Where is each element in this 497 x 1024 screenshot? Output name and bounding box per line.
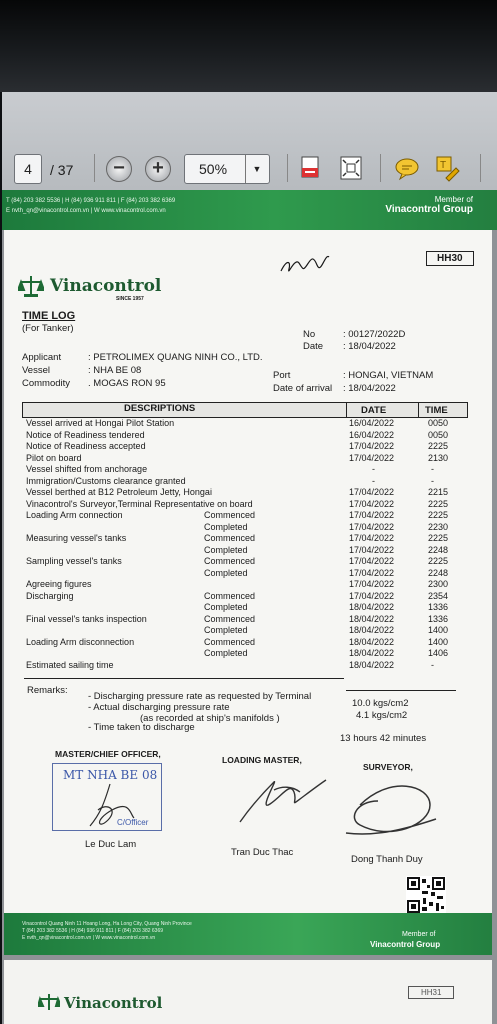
remark-time-taken: - Time taken to discharge <box>88 722 195 733</box>
row-date: 17/04/2022 <box>349 545 395 555</box>
handwritten-initials <box>278 253 334 282</box>
master-title: MASTER/CHIEF OFFICER, <box>55 749 161 759</box>
row-description: Loading Arm disconnection <box>26 637 135 647</box>
row-status: Completed <box>204 522 248 532</box>
comment-icon[interactable] <box>394 154 420 182</box>
stamp-subtext: C/Officer <box>117 818 149 827</box>
zoom-in-button[interactable]: + <box>145 156 171 182</box>
row-time: 2230 <box>428 522 449 532</box>
row-status: Commenced <box>204 614 256 624</box>
toolbar-separator <box>380 154 381 182</box>
applicant-value: : PETROLIMEX QUANG NINH CO., LTD. <box>88 352 263 363</box>
row-description: Final vessel's tanks inspection <box>26 614 147 624</box>
vessel-label: Vessel <box>22 365 50 376</box>
row-description: Notice of Readiness tendered <box>26 430 145 440</box>
monitor-bezel <box>0 0 497 92</box>
row-date: 17/04/2022 <box>349 556 395 566</box>
column-header-descriptions: DESCRIPTIONS <box>124 403 196 414</box>
row-description: Pilot on board <box>26 453 82 463</box>
date-value: : 18/04/2022 <box>343 341 396 352</box>
row-description: Discharging <box>26 591 74 601</box>
row-time: 0050 <box>428 418 449 428</box>
port-value: : HONGAI, VIETNAM <box>343 370 434 381</box>
arrival-value: : 18/04/2022 <box>343 383 396 394</box>
footer-email: E nvth_qn@vinacontrol.com.vn | W www.vinacontrol.com.vn <box>22 935 156 941</box>
footer-member-line1: Member of <box>402 931 436 938</box>
form-code: HH30 <box>426 251 474 266</box>
next-page-logo: Vinacontrol <box>64 994 163 1012</box>
row-status: Completed <box>204 648 248 658</box>
master-signature <box>80 780 140 836</box>
row-time: - <box>431 660 434 670</box>
logo-mark-icon <box>18 274 44 298</box>
qr-code-icon <box>406 876 446 914</box>
loading-master-signature <box>230 770 340 830</box>
row-date: - <box>372 476 375 486</box>
row-date: 18/04/2022 <box>349 602 395 612</box>
row-status: Commenced <box>204 533 256 543</box>
row-time: 2225 <box>428 499 449 509</box>
footer-strip <box>4 913 492 955</box>
row-time: 2300 <box>428 579 449 589</box>
table-header <box>22 402 468 418</box>
row-status: Commenced <box>204 591 256 601</box>
port-label: Port <box>273 370 291 381</box>
row-date: 16/04/2022 <box>349 430 395 440</box>
surveyor-signature <box>340 775 450 845</box>
zoom-dropdown-icon[interactable]: ▼ <box>245 155 268 183</box>
row-status: Commenced <box>204 637 256 647</box>
page-number-input[interactable]: 4 <box>14 154 42 184</box>
document-subtitle: (For Tanker) <box>22 323 74 334</box>
loading-master-name: Tran Duc Thac <box>231 847 294 858</box>
row-time: 1400 <box>428 637 449 647</box>
column-header-time: TIME <box>425 405 448 416</box>
row-time: - <box>431 476 434 486</box>
row-date: 17/04/2022 <box>349 591 395 601</box>
next-page-form-code: HH31 <box>408 986 454 999</box>
row-time: 2248 <box>428 568 449 578</box>
contact-line: E nvth_qn@vinacontrol.com.vn | W www.vinacontrol.com.vn <box>6 208 166 214</box>
toolbar-separator <box>94 154 95 182</box>
fit-page-icon[interactable] <box>338 154 364 182</box>
table-rule <box>346 690 456 691</box>
row-date: 16/04/2022 <box>349 418 395 428</box>
surveyor-title: SURVEYOR, <box>363 762 413 772</box>
surveyor-name: Dong Thanh Duy <box>351 854 423 865</box>
vessel-value: : NHA BE 08 <box>88 365 142 376</box>
zoom-out-button[interactable]: − <box>106 156 132 182</box>
next-document-page <box>4 960 492 1024</box>
row-date: 17/04/2022 <box>349 487 395 497</box>
row-status: Completed <box>204 568 248 578</box>
row-description: Measuring vessel's tanks <box>26 533 127 543</box>
row-date: 17/04/2022 <box>349 522 395 532</box>
row-status: Commenced <box>204 556 256 566</box>
row-description: Vinacontrol's Surveyor,Terminal Representative on board <box>26 499 253 509</box>
row-date: 17/04/2022 <box>349 510 395 520</box>
row-date: - <box>372 464 375 474</box>
row-date: 17/04/2022 <box>349 579 395 589</box>
row-date: 18/04/2022 <box>349 648 395 658</box>
table-divider <box>346 402 347 418</box>
row-description: Vessel berthed at B12 Petroleum Jetty, Hongai <box>26 487 212 497</box>
commodity-label: Commodity <box>22 378 71 389</box>
next-logo-mark-icon <box>38 992 60 1012</box>
row-time: 0050 <box>428 430 449 440</box>
column-header-date: DATE <box>361 405 387 416</box>
row-description: Vessel shifted from anchorage <box>26 464 148 474</box>
row-time: 1406 <box>428 648 449 658</box>
row-time: 2354 <box>428 591 449 601</box>
row-date: 18/04/2022 <box>349 614 395 624</box>
master-name: Le Duc Lam <box>85 839 137 850</box>
loading-master-title: LOADING MASTER, <box>222 755 302 765</box>
zoom-level-field[interactable] <box>184 154 270 184</box>
row-time: 2130 <box>428 453 449 463</box>
row-time: 2248 <box>428 545 449 555</box>
row-date: 18/04/2022 <box>349 660 395 670</box>
remark-discharge-rate: - Discharging pressure rate as requested by Terminal <box>88 691 312 702</box>
applicant-label: Applicant <box>22 352 62 363</box>
highlight-pen-icon[interactable] <box>434 154 460 182</box>
row-time: 2225 <box>428 556 449 566</box>
row-status: Completed <box>204 625 248 635</box>
row-time: 2225 <box>428 533 449 543</box>
row-time: 2215 <box>428 487 449 497</box>
footer-member-line2: Vinacontrol Group <box>370 940 441 949</box>
remark-manifold-note: (as recorded at ship's manifolds ) <box>140 713 280 724</box>
footer-address: Vinacontrol Quang Ninh 11 Hoang Long, Ha Long City, Quang Ninh Province <box>22 921 192 927</box>
no-value: : 00127/2022D <box>343 329 406 340</box>
remark-time-taken-value: 13 hours 42 minutes <box>340 733 427 744</box>
row-date: 18/04/2022 <box>349 637 395 647</box>
table-rule <box>24 678 344 679</box>
row-date: 17/04/2022 <box>349 568 395 578</box>
row-description: Sampling vessel's tanks <box>26 556 122 566</box>
row-time: 2225 <box>428 510 449 520</box>
footer-phone: T (84) 203 382 5536 | H (84) 936 911 811 | F (84) 203 382 6369 <box>22 928 164 934</box>
fit-width-icon[interactable] <box>298 154 324 182</box>
pdf-toolbar <box>2 92 497 195</box>
remark-discharge-rate-value: 10.0 kgs/cm2 <box>352 698 409 709</box>
row-description: Immigration/Customs clearance granted <box>26 476 186 486</box>
commodity-value: . MOGAS RON 95 <box>88 378 166 389</box>
row-time: 2225 <box>428 441 449 451</box>
page-total-label: / 37 <box>50 162 74 178</box>
contact-line: T (84) 203 382 5536 | H (84) 936 911 811 | F (84) 203 382 6369 <box>6 198 176 204</box>
member-of-group: Member of Vinacontrol Group <box>385 195 473 215</box>
remark-actual-pressure-value: 4.1 kgs/cm2 <box>356 710 408 721</box>
zoom-level-value: 50% <box>199 161 228 177</box>
row-time: - <box>431 464 434 474</box>
row-date: 17/04/2022 <box>349 453 395 463</box>
row-description: Vessel arrived at Hongai Pilot Station <box>26 418 175 428</box>
row-description: Estimated sailing time <box>26 660 114 670</box>
no-label: No <box>303 329 316 340</box>
svg-text:T: T <box>440 160 447 171</box>
arrival-label: Date of arrival <box>273 383 333 394</box>
letterhead-strip <box>2 190 497 230</box>
row-date: 17/04/2022 <box>349 533 395 543</box>
row-date: 18/04/2022 <box>349 625 395 635</box>
row-status: Completed <box>204 545 248 555</box>
remark-actual-pressure: - Actual discharging pressure rate <box>88 702 230 713</box>
row-status: Completed <box>204 602 248 612</box>
row-date: 17/04/2022 <box>349 499 395 509</box>
remarks-label: Remarks: <box>27 685 68 696</box>
row-description: Loading Arm connection <box>26 510 123 520</box>
stamp-text: MT NHA BE 08 <box>63 768 158 782</box>
row-date: 17/04/2022 <box>349 441 395 451</box>
toolbar-separator <box>287 154 288 182</box>
row-time: 1336 <box>428 614 449 624</box>
row-status: Commenced <box>204 510 256 520</box>
date-label: Date <box>303 341 324 352</box>
toolbar-separator <box>480 154 481 182</box>
row-time: 1400 <box>428 625 449 635</box>
row-time: 1336 <box>428 602 449 612</box>
row-description: Agreeing figures <box>26 579 92 589</box>
table-divider <box>418 402 419 418</box>
document-title: TIME LOG <box>22 310 76 322</box>
row-description: Notice of Readiness accepted <box>26 441 146 451</box>
